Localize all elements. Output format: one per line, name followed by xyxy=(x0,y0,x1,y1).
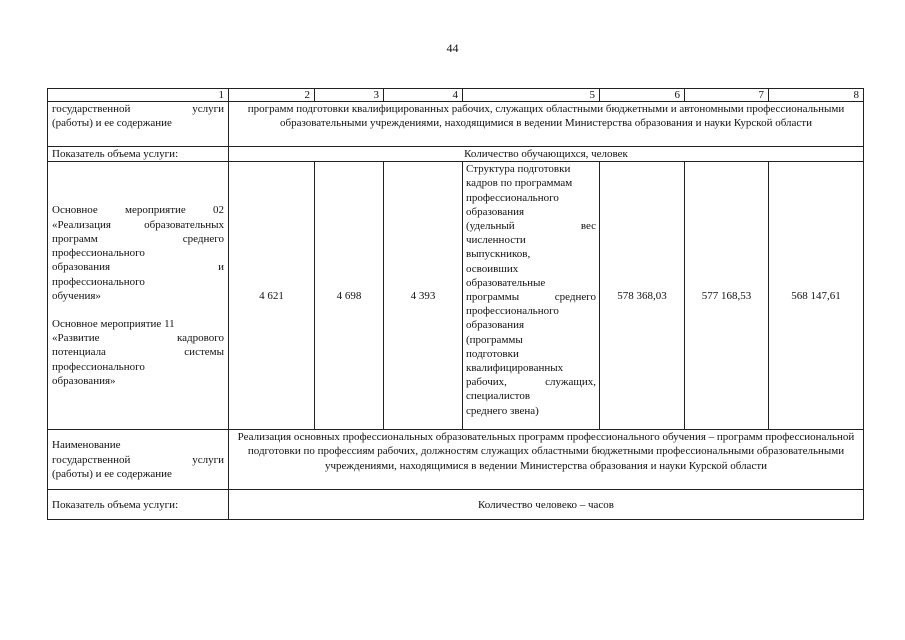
description-line: среднего звена) xyxy=(466,404,539,417)
budget-table xyxy=(47,88,864,520)
indicator-value-1: Количество обучающихся, человек xyxy=(229,147,864,162)
service-name-label xyxy=(48,430,229,490)
activity-02-line: образования и xyxy=(52,261,224,274)
description-line: численности xyxy=(466,234,526,247)
value-col4: 4 393 xyxy=(384,162,463,430)
activity-11-line: Основное мероприятие 11 xyxy=(52,317,175,330)
column-header-6: 6 xyxy=(600,89,685,102)
activity-cell xyxy=(48,162,229,430)
column-header-row xyxy=(48,89,864,102)
value-col2: 4 621 xyxy=(229,162,315,430)
service-name-line: государственной услуги xyxy=(52,453,224,466)
indicator-value-2: Количество человеко – часов xyxy=(229,490,864,520)
service-label-line: государственной услуги xyxy=(52,103,224,115)
column-header-4: 4 xyxy=(384,89,463,102)
description-line: выпускников, xyxy=(466,248,531,261)
service-name-line: Наименование xyxy=(52,439,121,452)
main-activity-row xyxy=(48,162,864,430)
description-line: образования xyxy=(466,319,525,332)
service-name-line: (работы) и ее содержание xyxy=(52,467,172,480)
description-line: кадров по программам xyxy=(466,177,573,190)
service-name-content: Реализация основных профессиональных образовательных программ профессионального обучения – программ профессиональной подготовки по профессиям рабочих, должностям служащих областными бюджетными профессиональными образовательными учреждениями, находящимися в ведении Министерства образования и науки Курской области xyxy=(229,430,864,490)
activity-11-line: «Развитие кадрового xyxy=(52,332,224,345)
description-line: специалистов xyxy=(466,390,531,403)
value-col7: 577 168,53 xyxy=(685,162,769,430)
indicator-label-1: Показатель объема услуги: xyxy=(48,147,229,162)
indicator-label-2: Показатель объема услуги: xyxy=(48,490,229,520)
activity-11-line: потенциала системы xyxy=(52,346,224,359)
value-col8: 568 147,61 xyxy=(769,162,864,430)
activity-11-line: образования» xyxy=(52,374,116,387)
column-header-3: 3 xyxy=(315,89,384,102)
description-line: подготовки xyxy=(466,347,519,360)
column-header-8: 8 xyxy=(769,89,864,102)
description-line: программы среднего xyxy=(466,291,596,304)
column-header-5: 5 xyxy=(463,89,600,102)
value-col3: 4 698 xyxy=(315,162,384,430)
description-line: (удельный вес xyxy=(466,220,596,233)
indicator-row-2 xyxy=(48,490,864,520)
activity-02-line: профессионального xyxy=(52,275,145,288)
indicator-row-1 xyxy=(48,147,864,162)
description-line: Структура подготовки xyxy=(466,163,571,176)
activity-02-line: профессионального xyxy=(52,247,145,260)
description-line: освоивших xyxy=(466,262,519,275)
description-line: (программы xyxy=(466,333,523,346)
service-content: программ подготовки квалифицированных рабочих, служащих областными бюджетными и автономными профессиональными образовательными учреждениями, находящимися в ведении Министерства образования и науки Курской области xyxy=(229,102,864,147)
value-col6: 578 368,03 xyxy=(600,162,685,430)
description-line: образовательные xyxy=(466,276,546,289)
activity-02-line: «Реализация образовательных xyxy=(52,218,224,231)
description-line: квалифицированных xyxy=(466,362,564,375)
description-line: рабочих, служащих, xyxy=(466,376,596,389)
activity-02-line: обучения» xyxy=(52,289,101,302)
service-label-cell xyxy=(48,102,229,147)
service-name-row xyxy=(48,430,864,490)
page-number: 44 xyxy=(446,41,459,55)
activity-02-line: программ среднего xyxy=(52,232,224,245)
service-row xyxy=(48,102,864,147)
column-header-1: 1 xyxy=(48,89,229,102)
column-header-2: 2 xyxy=(229,89,315,102)
description-line: профессионального xyxy=(466,305,559,318)
service-label-line: (работы) и ее содержание xyxy=(52,117,172,130)
column-header-7: 7 xyxy=(685,89,769,102)
indicator-description xyxy=(463,162,600,430)
activity-11-line: профессионального xyxy=(52,360,145,373)
activity-02-line: Основное мероприятие 02 xyxy=(52,204,224,217)
description-line: образования xyxy=(466,205,525,218)
description-line: профессионального xyxy=(466,191,559,204)
